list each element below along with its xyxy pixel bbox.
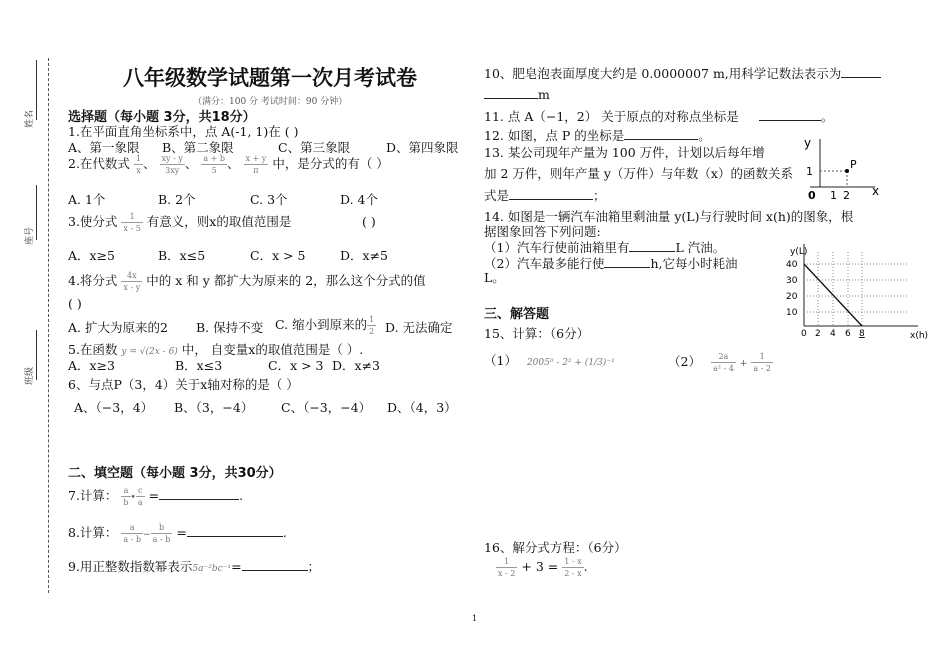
q9 [68, 557, 320, 575]
class-label: 班级 [25, 366, 35, 385]
fuel-x-tick-8: 8 [859, 329, 865, 339]
q2-fraction-4: $\frac{x + y}{\pi}$ [245, 154, 267, 175]
class-blank[interactable] [36, 330, 37, 380]
q3-text [68, 211, 291, 234]
q4-half-fraction: $\frac{1}{2}$ [369, 315, 375, 336]
p-graph-y-tick-1: 1 [806, 165, 813, 178]
q5-opt-a[interactable]: A．x≥3 [68, 358, 116, 373]
q6-text: 6、与点P（3，4）关于x轴对称的是（ ） [68, 377, 299, 392]
q1-opt-c[interactable]: C、第三象限 [278, 140, 351, 155]
seat-label: 座号 [25, 226, 35, 245]
point-p [845, 169, 849, 173]
q5-text-a: 5.在函数 [68, 342, 118, 357]
seat-blank[interactable] [36, 185, 37, 240]
fuel-grid [804, 252, 908, 326]
q8 [68, 522, 287, 545]
q1-opt-d[interactable]: D、第四象限 [386, 140, 459, 155]
q2-fraction-2: $\frac{xy - y}{3xy}$ [161, 154, 183, 175]
q10-answer-blank-2[interactable] [484, 86, 538, 99]
p-graph-tick-1: 1 [830, 189, 837, 202]
q3-opt-b[interactable]: B．x≤5 [158, 248, 206, 263]
q3-opt-d[interactable]: D．x≠5 [340, 248, 388, 263]
q4-fraction: $\frac{4x}{x - y}$ [123, 271, 141, 292]
q10-end: m [538, 87, 550, 102]
q10 [484, 64, 881, 82]
q16-equation [496, 556, 588, 579]
q13-line2: 加 2 万件，则年产量 y（万件）与年数（x）的函数关系 [484, 166, 793, 181]
q6-opt-c[interactable]: C、（−3，−4） [281, 400, 372, 415]
section3-title: 三、解答题 [484, 307, 550, 322]
q7-fraction-1: $\frac{a}{b}$ [123, 486, 129, 507]
q11-text: 11. 点 A（−1，2） 关于原点的对称点坐标是 [484, 109, 739, 124]
q15-part1 [484, 351, 615, 369]
fuel-graph [778, 240, 938, 350]
q12 [484, 126, 711, 144]
q16-plus-three: + 3 = [521, 559, 559, 574]
fuel-x-tick-0: 0 [801, 329, 807, 339]
section2-title: 二、填空题（每小题 3分，共30分） [68, 466, 282, 481]
q6-opt-a[interactable]: A、（−3，4） [74, 400, 154, 415]
q14-sub2-text: （2）汽车最多能行使 [484, 256, 605, 271]
fuel-x-tick-4: 4 [830, 329, 836, 339]
q4-text-b: 中的 x 和 y 都扩大为原来的 2，那么这个分式的值 [146, 273, 426, 288]
q15-part2 [668, 351, 773, 374]
q2-opt-b[interactable]: B. 2个 [158, 192, 196, 207]
q11-end: 。 [820, 109, 834, 124]
q1-opt-a[interactable]: A、第一象限 [68, 140, 140, 155]
q13-line3-text: 式是 [484, 188, 510, 203]
fuel-y-tick-30: 30 [786, 276, 798, 286]
q8-fraction-2: $\frac{b}{a - b}$ [152, 523, 171, 544]
q16-fraction-a: $\frac{1}{x - 2}$ [498, 557, 516, 578]
p-graph-origin: 0 [808, 189, 816, 202]
q8-label: 8.计算： [68, 525, 118, 540]
q15-fraction-a: $\frac{2a}{\text{a² - 4}}$ [712, 352, 734, 373]
q3-opt-a[interactable]: A．x≥5 [68, 248, 116, 263]
q3-opt-c[interactable]: C．x > 5 [250, 248, 306, 263]
q10-text: 10、肥皂泡表面厚度大约是 0.0000007 m,用科学记数法表示为 [484, 66, 842, 81]
q15-part2-label: （2） [668, 354, 701, 369]
q4-opt-b[interactable]: B. 保持不变 [196, 320, 264, 335]
q5-opt-c[interactable]: C．x > 3 [268, 358, 324, 373]
section1-title: 选择题（每小题 3分，共18分） [68, 110, 256, 125]
q14-sub2-blank[interactable] [604, 255, 650, 268]
q6-opt-d[interactable]: D、（4，3） [387, 400, 457, 415]
q8-answer-blank[interactable] [187, 524, 283, 537]
q9-formula: 5a⁻²bc⁻¹ [192, 564, 232, 574]
q13-end: ； [593, 188, 606, 203]
q7-dot: • [130, 493, 136, 503]
q4-opt-a[interactable]: A. 扩大为原来的2 [68, 320, 168, 335]
q9-label: 9.用正整数指数幂表示 [68, 559, 193, 574]
fuel-y-label: y(L) [790, 247, 808, 257]
q13-answer-blank[interactable] [509, 187, 593, 200]
q9-answer-blank[interactable] [242, 558, 308, 571]
q1-opt-b[interactable]: B、第二象限 [162, 140, 234, 155]
q14-line1: 14. 如图是一辆汽车油箱里剩油量 y(L)与行驶时间 x(h)的图象，根 [484, 209, 854, 224]
q5-text-b: 中， 自变量x的取值范围是（ ）. [181, 342, 364, 357]
q9-equals: = [231, 559, 242, 574]
q7-end: . [239, 488, 244, 503]
q7-label: 7.计算： [68, 488, 118, 503]
p-graph-point-label: P [850, 158, 857, 171]
q2-opt-a[interactable]: A. 1个 [68, 192, 106, 207]
fuel-x-tick-2: 2 [815, 329, 821, 339]
q3-text-a: 3.使分式 [68, 214, 118, 229]
q14-line2: 据图象回答下列问题: [484, 224, 601, 239]
q8-equals: = [176, 525, 187, 540]
page-title: 八年级数学试题第一次月考试卷 [123, 66, 417, 90]
q5-opt-b[interactable]: B．x≤3 [175, 358, 223, 373]
q16-fraction-b: $\frac{1 - x}{2 - x}$ [564, 557, 582, 578]
q2-text-b: 中，是分式的有（ ） [272, 156, 389, 171]
q7-fraction-2: $\frac{c}{a}$ [137, 486, 143, 507]
q1-text: 1.在平面直角坐标系中，点 A(-1, 1)在 ( ) [68, 124, 299, 139]
q2-text: 2.在代数式 $\frac{1}{x}$ 、 $\frac{xy - y}{3xy}$ 、 $\frac{a + b}{5}$ 、 $\frac{x + y}{\pi}$ 中，是分式的有（ ） [68, 154, 389, 175]
page-number: 1 [472, 614, 478, 623]
q15-formula-1: 2005⁰ - 2² + (1/3)⁻¹ [526, 358, 615, 368]
q14-sub1-text: （1）汽车行使前油箱里有 [484, 240, 630, 255]
q11-answer-blank[interactable] [759, 108, 821, 121]
q2-fraction-3: $\frac{a + b}{5}$ [203, 154, 226, 175]
q14-sub2-text-b: h,它每小时耗油 [650, 256, 738, 271]
q7 [68, 485, 243, 508]
q10-answer-blank-1[interactable] [841, 65, 881, 78]
q8-end: . [282, 525, 287, 540]
q16-end: . [583, 559, 588, 574]
q12-answer-blank[interactable] [624, 127, 698, 140]
q2-text-a: 2.在代数式 [68, 156, 130, 171]
q4-text-a: 4.将分式 [68, 273, 118, 288]
q5-opt-d[interactable]: D．x≠3 [332, 358, 380, 373]
point-p-graph [800, 135, 890, 205]
q16-text: 16、解分式方程：（6分） [484, 540, 627, 555]
q9-end: ； [307, 559, 321, 574]
fuel-y-tick-20: 20 [786, 292, 798, 302]
q12-end: 。 [698, 128, 711, 143]
fuel-x-label: x(h) [910, 331, 929, 341]
p-graph-tick-2: 2 [843, 189, 850, 202]
q11 [484, 107, 833, 125]
q2-opt-d[interactable]: D. 4个 [340, 192, 378, 207]
q5-formula: y = √(2x - 6) [121, 347, 178, 357]
name-label: 姓名 [25, 109, 35, 128]
fuel-y-tick-40: 40 [786, 260, 798, 270]
q7-equals: = [148, 488, 160, 503]
page-subtitle: （满分：100 分 考试时间：90 分钟） [193, 97, 348, 107]
q14-sub1-unit: L 汽油。 [675, 240, 726, 255]
q4-opt-c[interactable]: C. 缩小到原来的 $\frac{1}{2}$ [275, 315, 375, 336]
fuel-x-tick-6: 6 [845, 329, 851, 339]
q15-fraction-b: $\frac{1}{a - 2}$ [753, 352, 771, 373]
q13-line1: 13. 某公司现年产量为 100 万件，计划以后每年增 [484, 145, 765, 160]
q13-line3 [484, 186, 606, 204]
q2-opt-c[interactable]: C. 3个 [250, 192, 288, 207]
name-blank[interactable] [36, 60, 37, 120]
q14-sub2-end: L。 [484, 270, 505, 285]
q4-text-c: ( ) [68, 296, 82, 311]
q3-text-b: 有意义，则x的取值范围是 [146, 214, 292, 229]
q8-fraction-1: $\frac{a}{a - b}$ [123, 523, 142, 544]
q14-sub1-blank[interactable] [629, 239, 675, 252]
q2-fraction-1: $\frac{1}{x}$ [135, 154, 142, 175]
fuel-y-tick-10: 10 [786, 308, 798, 318]
q12-text: 12. 如图，点 P 的坐标是 [484, 128, 625, 143]
p-graph-x-label: x [872, 184, 880, 198]
q3-fraction: $\frac{1}{x - 5}$ [123, 212, 141, 233]
q8-minus: − [143, 530, 151, 540]
q3-paren: ( ) [362, 214, 376, 229]
binding-line [48, 58, 49, 593]
q15-text: 15、计算：（6分） [484, 326, 590, 341]
q6-opt-b[interactable]: B、（3，−4） [174, 400, 254, 415]
q15-operator: + [739, 359, 748, 369]
q4-opt-d[interactable]: D. 无法确定 [385, 320, 453, 335]
q14-sub2 [484, 254, 738, 272]
q10-line2 [484, 86, 550, 102]
p-graph-y-label: y [804, 136, 812, 150]
q15-part1-label: （1） [484, 353, 517, 368]
q7-answer-blank[interactable] [159, 487, 239, 500]
q4-text [68, 270, 426, 293]
